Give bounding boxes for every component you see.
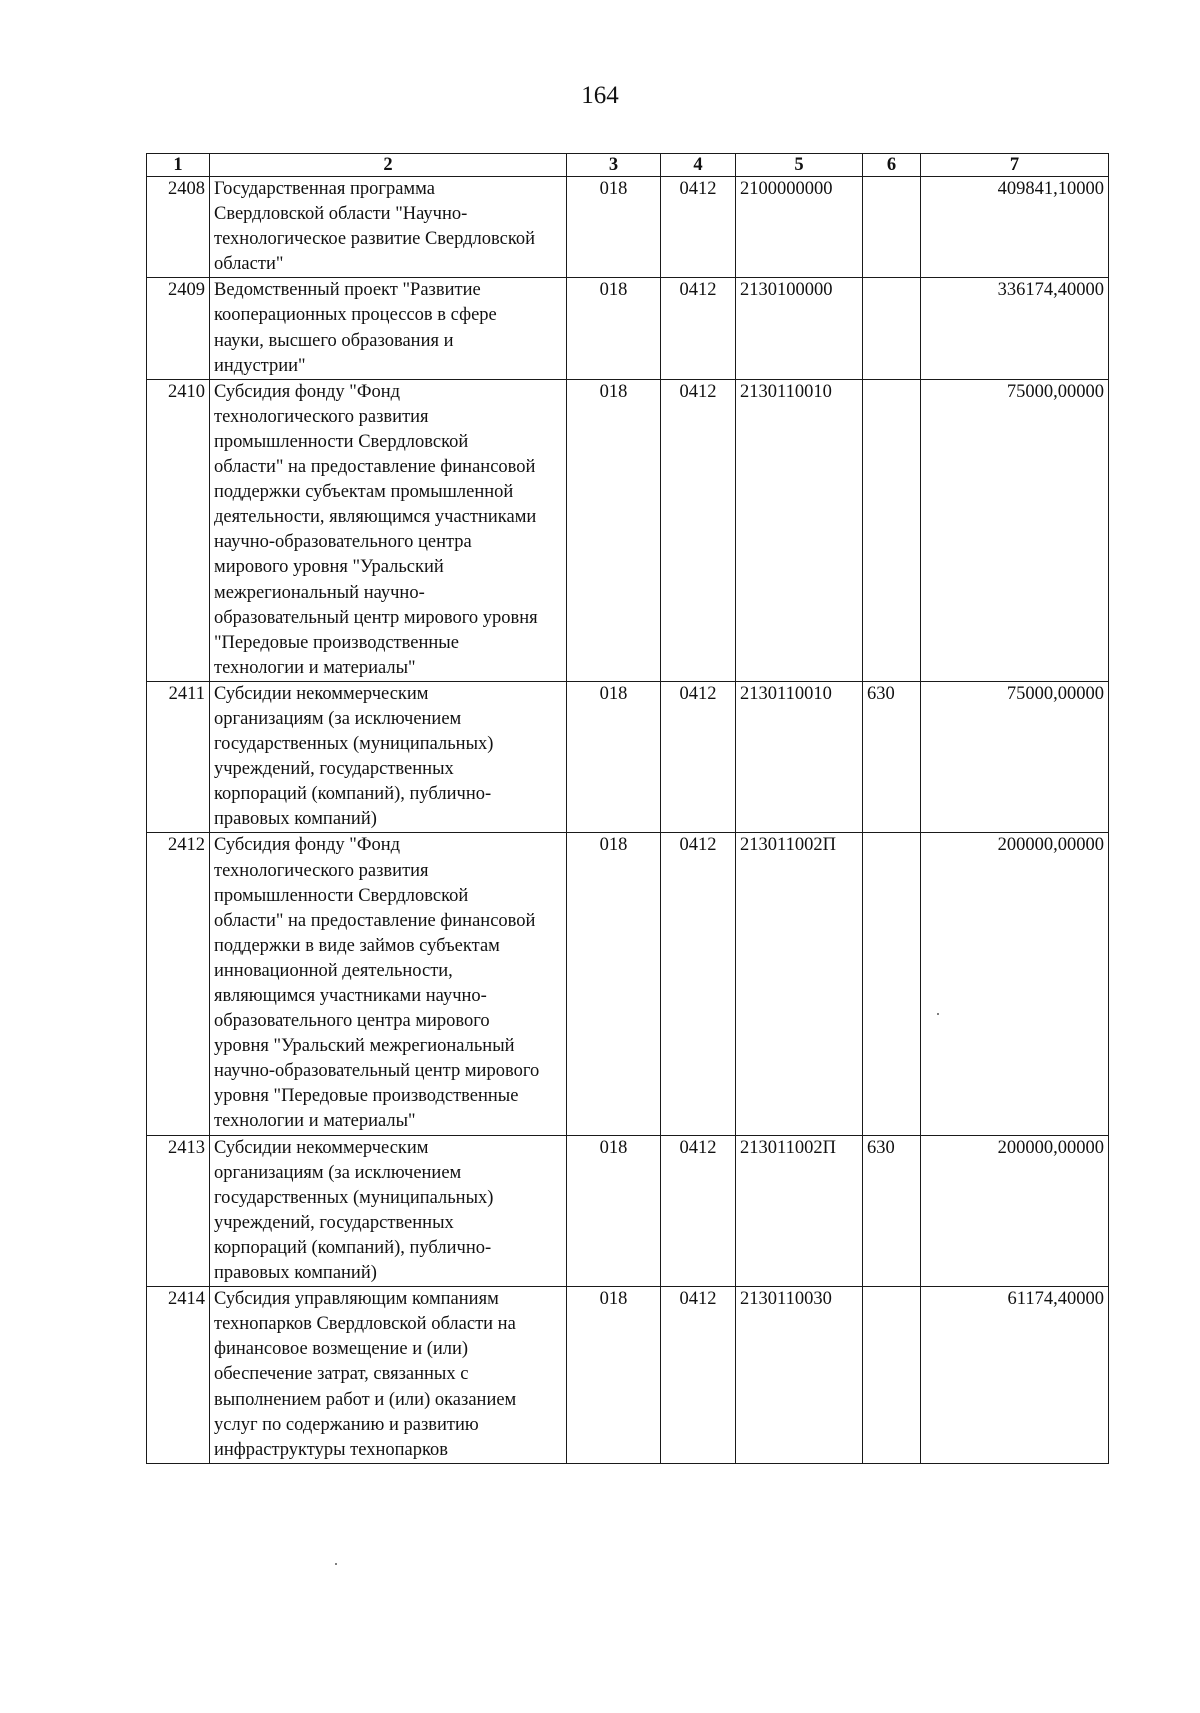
row-number: 2408	[147, 177, 210, 278]
row-number: 2414	[147, 1287, 210, 1464]
header-col-5: 5	[736, 154, 863, 177]
row-expense-type	[863, 177, 921, 278]
row-sum: 336174,40000	[921, 278, 1109, 379]
row-expense-type	[863, 833, 921, 1135]
row-number: 2411	[147, 681, 210, 833]
row-sum: 75000,00000	[921, 379, 1109, 681]
row-expense-type	[863, 1287, 921, 1464]
row-name: Ведомственный проект "Развитие кооперационных процессов в сфере науки, высшего образования и индустрии"	[210, 278, 567, 379]
table-row	[147, 833, 1109, 1135]
row-target-code: 2130110030	[736, 1287, 863, 1464]
row-target-code: 213011002П	[736, 833, 863, 1135]
header-col-3: 3	[567, 154, 661, 177]
table-row	[147, 1287, 1109, 1464]
table-row	[147, 278, 1109, 379]
row-name: Субсидии некоммерческим организациям (за исключением государственных (муниципальных) учреждений, государственных корпораций (компаний), публично- правовых компаний)	[210, 681, 567, 833]
row-section-code: 0412	[661, 681, 736, 833]
header-col-1: 1	[147, 154, 210, 177]
row-number: 2412	[147, 833, 210, 1135]
row-section-code: 0412	[661, 1135, 736, 1287]
row-target-code: 2130100000	[736, 278, 863, 379]
row-section-code: 0412	[661, 379, 736, 681]
row-gl-code: 018	[567, 177, 661, 278]
row-section-code: 0412	[661, 177, 736, 278]
header-col-4: 4	[661, 154, 736, 177]
table-header	[147, 154, 1109, 177]
scan-speck	[937, 1013, 939, 1015]
header-row	[147, 154, 1109, 177]
row-target-code: 2100000000	[736, 177, 863, 278]
table-body	[147, 177, 1109, 1464]
table-row	[147, 1135, 1109, 1287]
row-target-code: 213011002П	[736, 1135, 863, 1287]
row-name: Субсидии некоммерческим организациям (за исключением государственных (муниципальных) учреждений, государственных корпораций (компаний), публично- правовых компаний)	[210, 1135, 567, 1287]
scan-speck	[335, 1563, 337, 1565]
row-gl-code: 018	[567, 278, 661, 379]
row-section-code: 0412	[661, 278, 736, 379]
row-number: 2410	[147, 379, 210, 681]
row-gl-code: 018	[567, 681, 661, 833]
page-number: 164	[581, 82, 619, 109]
row-expense-type	[863, 379, 921, 681]
row-name: Субсидия фонду "Фонд технологического развития промышленности Свердловской области" на предоставление финансовой поддержки субъектам промышленной деятельности, являющимся участниками научно-образовательного центра мирового уровня "Уральский межрегиональный научно- образовательный центр мирового уровня "Передовые производственные технологии и материалы"	[210, 379, 567, 681]
table-row	[147, 379, 1109, 681]
row-number: 2409	[147, 278, 210, 379]
row-gl-code: 018	[567, 1135, 661, 1287]
row-name: Субсидия фонду "Фонд технологического развития промышленности Свердловской области" на предоставление финансовой поддержки в виде займов субъектам инновационной деятельности, являющимся участниками научно- образовательного центра мирового уровня "Уральский межрегиональный научно-образовательный центр мирового уровня "Передовые производственные технологии и материалы"	[210, 833, 567, 1135]
row-expense-type: 630	[863, 1135, 921, 1287]
row-sum: 75000,00000	[921, 681, 1109, 833]
row-name: Субсидия управляющим компаниям технопарков Свердловской области на финансовое возмещение и (или) обеспечение затрат, связанных с выполнением работ и (или) оказанием услуг по содержанию и развитию инфраструктуры технопарков	[210, 1287, 567, 1464]
row-gl-code: 018	[567, 379, 661, 681]
row-expense-type	[863, 278, 921, 379]
row-sum: 200000,00000	[921, 1135, 1109, 1287]
row-target-code: 2130110010	[736, 379, 863, 681]
row-gl-code: 018	[567, 833, 661, 1135]
header-col-2: 2	[210, 154, 567, 177]
row-number: 2413	[147, 1135, 210, 1287]
table-row	[147, 177, 1109, 278]
row-name: Государственная программа Свердловской области "Научно- технологическое развитие Свердловской области"	[210, 177, 567, 278]
table-row	[147, 681, 1109, 833]
header-col-6: 6	[863, 154, 921, 177]
row-section-code: 0412	[661, 833, 736, 1135]
row-sum: 61174,40000	[921, 1287, 1109, 1464]
row-sum: 200000,00000	[921, 833, 1109, 1135]
row-expense-type: 630	[863, 681, 921, 833]
row-target-code: 2130110010	[736, 681, 863, 833]
row-section-code: 0412	[661, 1287, 736, 1464]
header-col-7: 7	[921, 154, 1109, 177]
row-sum: 409841,10000	[921, 177, 1109, 278]
budget-table	[146, 153, 1109, 1464]
row-gl-code: 018	[567, 1287, 661, 1464]
